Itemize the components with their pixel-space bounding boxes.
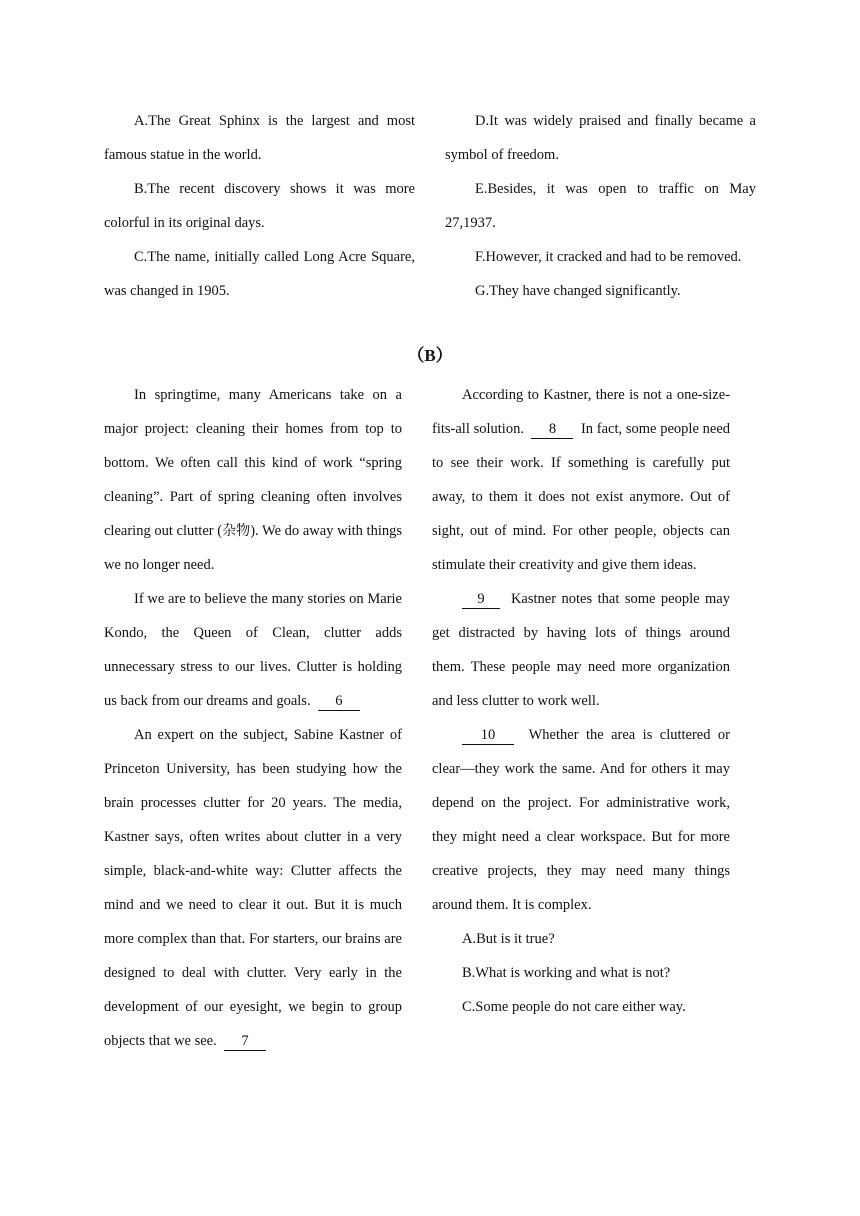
- blank-8[interactable]: 8: [531, 420, 573, 439]
- paragraph-1: [104, 378, 402, 582]
- choice-b: B.What is working and what is not?: [462, 965, 671, 981]
- paragraph-6: [432, 718, 730, 922]
- option-b: B.The recent discovery shows it was more colorful in its original days.: [104, 181, 415, 231]
- option-g: G.They have changed significantly.: [475, 283, 681, 299]
- option-e: E.Besides, it was open to traffic on May 27,1937.: [445, 181, 756, 231]
- option-f: F.However, it cracked and had to be removed.: [475, 249, 742, 265]
- section-heading: （B）: [407, 346, 453, 365]
- choice-c: C.Some people do not care either way.: [462, 999, 686, 1015]
- paragraph-1-cjk: 杂物: [222, 523, 251, 539]
- choice-a: A.But is it true?: [462, 931, 555, 947]
- blank-7[interactable]: 7: [224, 1032, 266, 1051]
- blank-9[interactable]: 9: [462, 590, 500, 609]
- paragraph-1-text-a: In springtime, many Americans take on a major project: cleaning their homes from top to bottom. We often call this kind of work “spring cleaning”. Part of spring cleaning often involves clearing out clutter (: [104, 387, 402, 539]
- passage-left-column: [104, 378, 402, 1058]
- paragraph-6-text: Whether the area is cluttered or clear—they work the same. And for others it may depend on the project. For administrative work, they might need a clear workspace. But for more creative projects, they may need many things around them. It is complex.: [432, 727, 730, 913]
- paragraph-5-text: Kastner notes that some people may get distracted by having lots of things around them. These people may need more organization and less clutter to work well.: [432, 591, 730, 709]
- blank-6[interactable]: 6: [318, 692, 360, 711]
- top-options-left: [104, 104, 415, 308]
- blank-10[interactable]: 10: [462, 726, 514, 745]
- top-options-right: [445, 104, 756, 308]
- passage-right-column: [432, 378, 730, 1024]
- option-a: A.The Great Sphinx is the largest and most famous statue in the world.: [104, 113, 415, 163]
- option-d: D.It was widely praised and finally became a symbol of freedom.: [445, 113, 756, 163]
- paragraph-4-text-b: In fact, some people need to see their work. If something is carefully put away, to them it does not exist anymore. Out of sight, out of mind. For other people, objects can stimulate their creativity and give them ideas.: [432, 421, 731, 573]
- paragraph-2: [104, 582, 402, 718]
- paragraph-3-text: An expert on the subject, Sabine Kastner of Princeton University, has been studying how the brain processes clutter for 20 years. The media, Kastner says, often writes about clutter in a very simple, black-and-white way: Clutter affects the mind and we need to clear it out. But it is much more complex than that. For starters, our brains are designed to deal with clutter. Very early in the development of our eyesight, we begin to group objects that we see.: [104, 727, 402, 1049]
- paragraph-2-text: If we are to believe the many stories on Marie Kondo, the Queen of Clean, clutter adds unnecessary stress to our lives. Clutter is holding us back from our dreams and goals.: [104, 591, 402, 709]
- paragraph-4: [432, 378, 730, 582]
- paragraph-4-text-a: According to Kastner, there is not a one-size-fits-all solution.: [432, 387, 730, 437]
- paragraph-1-text-b: ). We do away with things we no longer need.: [104, 523, 402, 573]
- option-c: C.The name, initially called Long Acre Square, was changed in 1905.: [104, 249, 415, 299]
- paragraph-3: [104, 718, 402, 1058]
- paragraph-5: [432, 582, 730, 718]
